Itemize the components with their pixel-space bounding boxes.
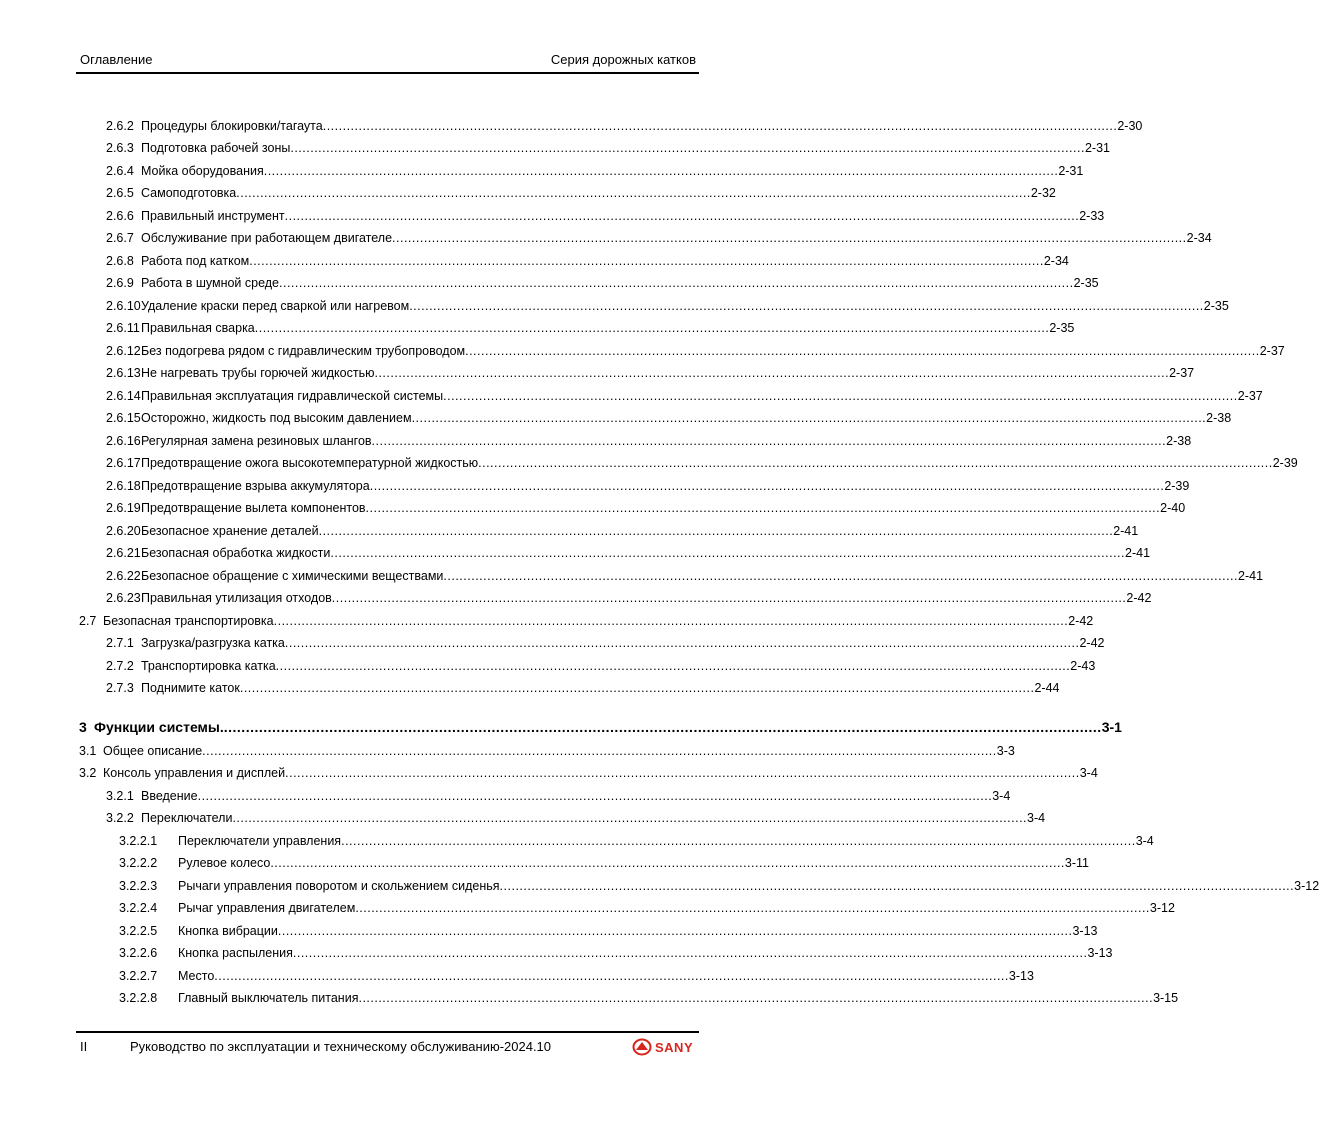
toc-entry-page: 3-13 — [1008, 969, 1034, 983]
footer-document-title: Руководство по эксплуатации и техническому обслуживанию-2024.10 — [130, 1039, 552, 1054]
toc-entry-number: 3.2.2.6 — [119, 946, 158, 960]
toc-dot-leader: ........................................................................................................................................................................................................ — [239, 681, 1035, 695]
toc-entry[interactable] — [0, 454, 1298, 472]
toc-entry[interactable] — [0, 832, 1154, 850]
toc-dot-leader: ........................................................................................................................................................................................................ — [223, 719, 1102, 735]
toc-dot-leader: ........................................................................................................................................................................................................ — [279, 276, 1074, 290]
toc-entry-title: Загрузка/разгрузка катка — [141, 636, 285, 650]
toc-entry[interactable] — [0, 274, 1099, 292]
toc-entry-title: Осторожно, жидкость под высоким давлением — [141, 411, 412, 425]
toc-entry-title: Поднимите каток — [141, 681, 240, 695]
toc-entry-title: Главный выключатель питания — [178, 991, 359, 1005]
toc-entry-page: 3-11 — [1064, 856, 1089, 870]
toc-dot-leader: ........................................................................................................................................................................................................ — [277, 924, 1073, 938]
toc-entry-number: 2.6.5 — [106, 186, 134, 200]
toc-entry-page: 2-34 — [1043, 254, 1069, 268]
toc-entry[interactable] — [0, 432, 1192, 450]
toc-dot-leader: ........................................................................................................................................................................................................ — [369, 479, 1165, 493]
toc-entry[interactable] — [0, 387, 1263, 405]
toc-entry-number: 2.7.1 — [106, 636, 134, 650]
toc-entry-page: 2-37 — [1259, 344, 1285, 358]
toc-entry-title: Самоподготовка — [141, 186, 237, 200]
toc-entry-number: 2.6.22 — [106, 569, 141, 583]
toc-entry-number: 2.6.13 — [106, 366, 141, 380]
toc-entry-page: 2-41 — [1238, 569, 1264, 583]
toc-dot-leader: ........................................................................................................................................................................................................ — [443, 569, 1238, 583]
toc-dot-leader: ........................................................................................................................................................................................................ — [365, 501, 1161, 515]
toc-dot-leader: ........................................................................................................................................................................................................ — [254, 321, 1050, 335]
toc-dot-leader: ........................................................................................................................................................................................................ — [358, 991, 1154, 1005]
toc-entry-title: Правильная эксплуатация гидравлической системы — [141, 389, 444, 403]
toc-entry-number: 2.6.12 — [106, 344, 141, 358]
toc-dot-leader: ........................................................................................................................................................................................................ — [341, 834, 1136, 848]
toc-entry-page: 2-35 — [1203, 299, 1229, 313]
toc-dot-leader: ........................................................................................................................................................................................................ — [499, 879, 1295, 893]
toc-entry-page: 3-3 — [996, 744, 1015, 758]
toc-entry-number: 2.6.8 — [106, 254, 134, 268]
toc-entry-page: 3-15 — [1153, 991, 1179, 1005]
toc-entry-page: 2-38 — [1166, 434, 1192, 448]
toc-dot-leader: ........................................................................................................................................................................................................ — [285, 766, 1080, 780]
toc-entry[interactable] — [0, 679, 1060, 697]
toc-entry-number: 2.6.2 — [106, 119, 134, 133]
toc-entry-page: 3-4 — [1027, 811, 1046, 825]
toc-entry-title: Не нагревать трубы горючей жидкостью — [141, 366, 375, 380]
toc-entry-title: Транспортировка катка — [141, 659, 276, 673]
header-rule — [76, 72, 699, 74]
toc-entry-page: 2-42 — [1068, 614, 1094, 628]
toc-entry-title: Переключатели управления — [178, 834, 342, 848]
toc-entry-page: 2-32 — [1030, 186, 1056, 200]
toc-entry-title: Консоль управления и дисплей — [103, 766, 286, 780]
toc-dot-leader: ........................................................................................................................................................................................................ — [197, 789, 993, 803]
toc-entry-page: 2-31 — [1084, 141, 1110, 155]
toc-entry-page: 3-4 — [1079, 766, 1098, 780]
toc-entry-number: 3 — [79, 719, 87, 735]
toc-dot-leader: ........................................................................................................................................................................................................ — [411, 411, 1207, 425]
toc-dot-leader: ........................................................................................................................................................................................................ — [322, 119, 1118, 133]
toc-entry-page: 2-35 — [1049, 321, 1075, 335]
toc-dot-leader: ........................................................................................................................................................................................................ — [465, 344, 1260, 358]
toc-entry-page: 2-44 — [1034, 681, 1060, 695]
toc-entry[interactable] — [0, 364, 1195, 382]
toc-entry-number: 3.2.2.7 — [119, 969, 158, 983]
toc-entry-number: 2.6.4 — [106, 164, 134, 178]
sany-logo — [632, 1038, 693, 1056]
toc-dot-leader: ........................................................................................................................................................................................................ — [409, 299, 1204, 313]
toc-entry-number: 3.2.2.1 — [119, 834, 158, 848]
toc-entry-title: Безопасное обращение с химическими веществами — [141, 569, 444, 583]
toc-entry-title: Правильная утилизация отходов — [141, 591, 332, 605]
toc-entry-number: 2.6.9 — [106, 276, 134, 290]
toc-entry[interactable] — [0, 657, 1096, 675]
toc-entry[interactable] — [0, 229, 1212, 247]
toc-entry-number: 2.6.18 — [106, 479, 141, 493]
toc-entry[interactable] — [0, 742, 1015, 760]
toc-entry[interactable] — [0, 634, 1105, 652]
toc-entry-number: 2.7 — [79, 614, 97, 628]
toc-dot-leader: ........................................................................................................................................................................................................ — [290, 141, 1085, 155]
toc-entry-number: 2.6.20 — [106, 524, 141, 538]
toc-entry-title: Предотвращение вылета компонентов — [141, 501, 366, 515]
toc-entry-number: 2.6.15 — [106, 411, 141, 425]
toc-dot-leader: ........................................................................................................................................................................................................ — [371, 434, 1167, 448]
toc-entry-page: 2-42 — [1126, 591, 1152, 605]
toc-dot-leader: ........................................................................................................................................................................................................ — [478, 456, 1273, 470]
toc-entry-title: Безопасное хранение деталей — [141, 524, 319, 538]
toc-entry-page: 3-12 — [1149, 901, 1175, 915]
toc-dot-leader: ........................................................................................................................................................................................................ — [275, 659, 1071, 673]
toc-entry[interactable] — [0, 162, 1084, 180]
toc-entry-number: 3.2.2.3 — [119, 879, 158, 893]
toc-entry[interactable] — [0, 809, 1046, 827]
toc-dot-leader: ........................................................................................................................................................................................................ — [214, 969, 1009, 983]
toc-dot-leader: ........................................................................................................................................................................................................ — [374, 366, 1170, 380]
footer-page-number: II — [80, 1039, 88, 1054]
toc-entry-number: 3.2 — [79, 766, 97, 780]
toc-entry-number: 2.6.19 — [106, 501, 141, 515]
toc-entry[interactable] — [0, 612, 1094, 630]
toc-entry-page: 3-13 — [1087, 946, 1113, 960]
toc-entry-page: 2-37 — [1169, 366, 1195, 380]
toc-entry-page: 2-30 — [1117, 119, 1143, 133]
footer-rule — [76, 1031, 699, 1033]
toc-entry[interactable] — [0, 589, 1152, 607]
toc-entry-title: Безопасная обработка жидкости — [141, 546, 331, 560]
toc-entry-page: 3-1 — [1101, 719, 1122, 735]
toc-entry-title: Общее описание — [103, 744, 203, 758]
toc-entry-number: 2.6.23 — [106, 591, 141, 605]
toc-entry[interactable] — [0, 989, 1179, 1007]
toc-entry[interactable] — [0, 207, 1105, 225]
toc-entry-page: 3-4 — [1135, 834, 1154, 848]
toc-dot-leader: ........................................................................................................................................................................................................ — [249, 254, 1044, 268]
toc-entry-number: 2.6.17 — [106, 456, 141, 470]
toc-entry-number: 2.6.14 — [106, 389, 141, 403]
toc-entry-page: 2-41 — [1113, 524, 1139, 538]
toc-entry[interactable] — [0, 522, 1139, 540]
toc-entry-page: 2-34 — [1186, 231, 1212, 245]
toc-entry-number: 3.2.2.5 — [119, 924, 158, 938]
sany-logo-text: SANY — [655, 1039, 694, 1055]
toc-entry[interactable] — [0, 342, 1285, 360]
toc-dot-leader: ........................................................................................................................................................................................................ — [392, 231, 1187, 245]
toc-entry[interactable] — [0, 117, 1143, 135]
toc-entry-title: Процедуры блокировки/тагаута — [141, 119, 323, 133]
toc-entry[interactable] — [0, 567, 1264, 585]
toc-entry-page: 2-39 — [1272, 456, 1298, 470]
toc-entry-page: 2-38 — [1206, 411, 1232, 425]
toc-entry-title: Безопасная транспортировка — [103, 614, 274, 628]
toc-entry-title: Работа под катком — [141, 254, 250, 268]
toc-dot-leader: ........................................................................................................................................................................................................ — [292, 946, 1088, 960]
toc-entry[interactable] — [0, 854, 1089, 872]
toc-entry-page: 2-40 — [1160, 501, 1186, 515]
toc-entry-page: 2-37 — [1237, 389, 1263, 403]
toc-entry[interactable] — [0, 409, 1232, 427]
toc-entry[interactable] — [0, 967, 1034, 985]
toc-entry-title: Рычаг управления двигателем — [178, 901, 356, 915]
toc-dot-leader: ........................................................................................................................................................................................................ — [270, 856, 1065, 870]
toc-entry-page: 2-43 — [1070, 659, 1096, 673]
toc-entry-number: 2.6.11 — [106, 321, 140, 335]
toc-entry-number: 2.6.3 — [106, 141, 134, 155]
toc-entry-page: 2-42 — [1079, 636, 1105, 650]
toc-entry[interactable] — [0, 184, 1056, 202]
toc-entry-page: 2-39 — [1164, 479, 1190, 493]
toc-entry-title: Кнопка вибрации — [178, 924, 278, 938]
toc-entry-number: 2.7.2 — [106, 659, 134, 673]
toc-entry[interactable] — [0, 944, 1113, 962]
toc-dot-leader: ........................................................................................................................................................................................................ — [443, 389, 1238, 403]
toc-entry-title: Переключатели — [141, 811, 233, 825]
toc-entry[interactable] — [0, 139, 1110, 157]
toc-dot-leader: ........................................................................................................................................................................................................ — [263, 164, 1059, 178]
header-series-title: Серия дорожных катков — [550, 52, 696, 67]
toc-entry-number: 2.6.10 — [106, 299, 141, 313]
toc-dot-leader: ........................................................................................................................................................................................................ — [284, 636, 1080, 650]
toc-entry-number: 2.7.3 — [106, 681, 134, 695]
toc-entry-page: 3-12 — [1294, 879, 1319, 893]
toc-entry-page: 3-13 — [1072, 924, 1098, 938]
toc-entry-page: 2-41 — [1125, 546, 1151, 560]
toc-entry[interactable] — [0, 787, 1011, 805]
toc-entry-title: Правильная сварка — [141, 321, 255, 335]
toc-entry-title: Подготовка рабочей зоны — [141, 141, 291, 155]
toc-dot-leader: ........................................................................................................................................................................................................ — [318, 524, 1114, 538]
toc-entry-title: Мойка оборудования — [141, 164, 264, 178]
toc-entry-page: 2-33 — [1079, 209, 1105, 223]
toc-dot-leader: ........................................................................................................................................................................................................ — [284, 209, 1080, 223]
toc-entry-title: Регулярная замена резиновых шлангов — [141, 434, 372, 448]
toc-entry-number: 3.2.2.2 — [119, 856, 158, 870]
toc-entry[interactable] — [0, 499, 1186, 517]
toc-entry-number: 3.2.1 — [106, 789, 134, 803]
toc-entry[interactable] — [0, 877, 1319, 895]
toc-entry-number: 2.6.21 — [106, 546, 141, 560]
toc-entry-page: 2-31 — [1058, 164, 1084, 178]
toc-entry[interactable] — [0, 297, 1229, 315]
toc-entry-title: Удаление краски перед сваркой или нагревом — [141, 299, 410, 313]
toc-entry[interactable] — [0, 477, 1190, 495]
toc-entry-number: 2.6.16 — [106, 434, 141, 448]
toc-entry-number: 3.2.2.4 — [119, 901, 158, 915]
toc-entry-number: 2.6.6 — [106, 209, 134, 223]
toc-entry-title: Введение — [141, 789, 198, 803]
toc-entry-number: 3.2.2 — [106, 811, 134, 825]
toc-entry-number: 3.2.2.8 — [119, 991, 158, 1005]
toc-entry-title: Рычаги управления поворотом и скольжением сиденья — [178, 879, 500, 893]
toc-entry[interactable] — [0, 319, 1075, 337]
toc-entry[interactable] — [0, 718, 1122, 738]
toc-dot-leader: ........................................................................................................................................................................................................ — [232, 811, 1028, 825]
toc-entry-page: 3-4 — [992, 789, 1011, 803]
toc-entry[interactable] — [0, 764, 1098, 782]
sany-emblem-icon — [632, 1038, 652, 1056]
toc-entry[interactable] — [0, 252, 1069, 270]
toc-entry-title: Предотвращение ожога высокотемпературной жидкостью — [141, 456, 479, 470]
toc-entry-title: Работа в шумной среде — [141, 276, 280, 290]
toc-dot-leader: ........................................................................................................................................................................................................ — [202, 744, 997, 758]
toc-entry[interactable] — [0, 922, 1098, 940]
toc-entry[interactable] — [0, 899, 1175, 917]
toc-entry-number: 2.6.7 — [106, 231, 134, 245]
toc-entry-number: 3.1 — [79, 744, 97, 758]
toc-entry[interactable] — [0, 544, 1151, 562]
toc-entry-title: Предотвращение взрыва аккумулятора — [141, 479, 370, 493]
toc-entry-title: Без подогрева рядом с гидравлическим трубопроводом — [141, 344, 466, 358]
toc-dot-leader: ........................................................................................................................................................................................................ — [331, 591, 1127, 605]
toc-entry-title: Рулевое колесо — [178, 856, 271, 870]
toc-dot-leader: ........................................................................................................................................................................................................ — [273, 614, 1069, 628]
toc-entry-page: 2-35 — [1073, 276, 1099, 290]
toc-entry-title: Правильный инструмент — [141, 209, 285, 223]
toc-entry-title: Кнопка распыления — [178, 946, 293, 960]
toc-entry-title: Обслуживание при работающем двигателе — [141, 231, 393, 245]
toc-entry-title: Функции системы. — [94, 719, 224, 735]
toc-entry-title: Место — [178, 969, 215, 983]
toc-dot-leader: ........................................................................................................................................................................................................ — [330, 546, 1125, 560]
toc-dot-leader: ........................................................................................................................................................................................................ — [236, 186, 1031, 200]
toc-dot-leader: ........................................................................................................................................................................................................ — [355, 901, 1150, 915]
header-section-title: Оглавление — [80, 52, 153, 67]
